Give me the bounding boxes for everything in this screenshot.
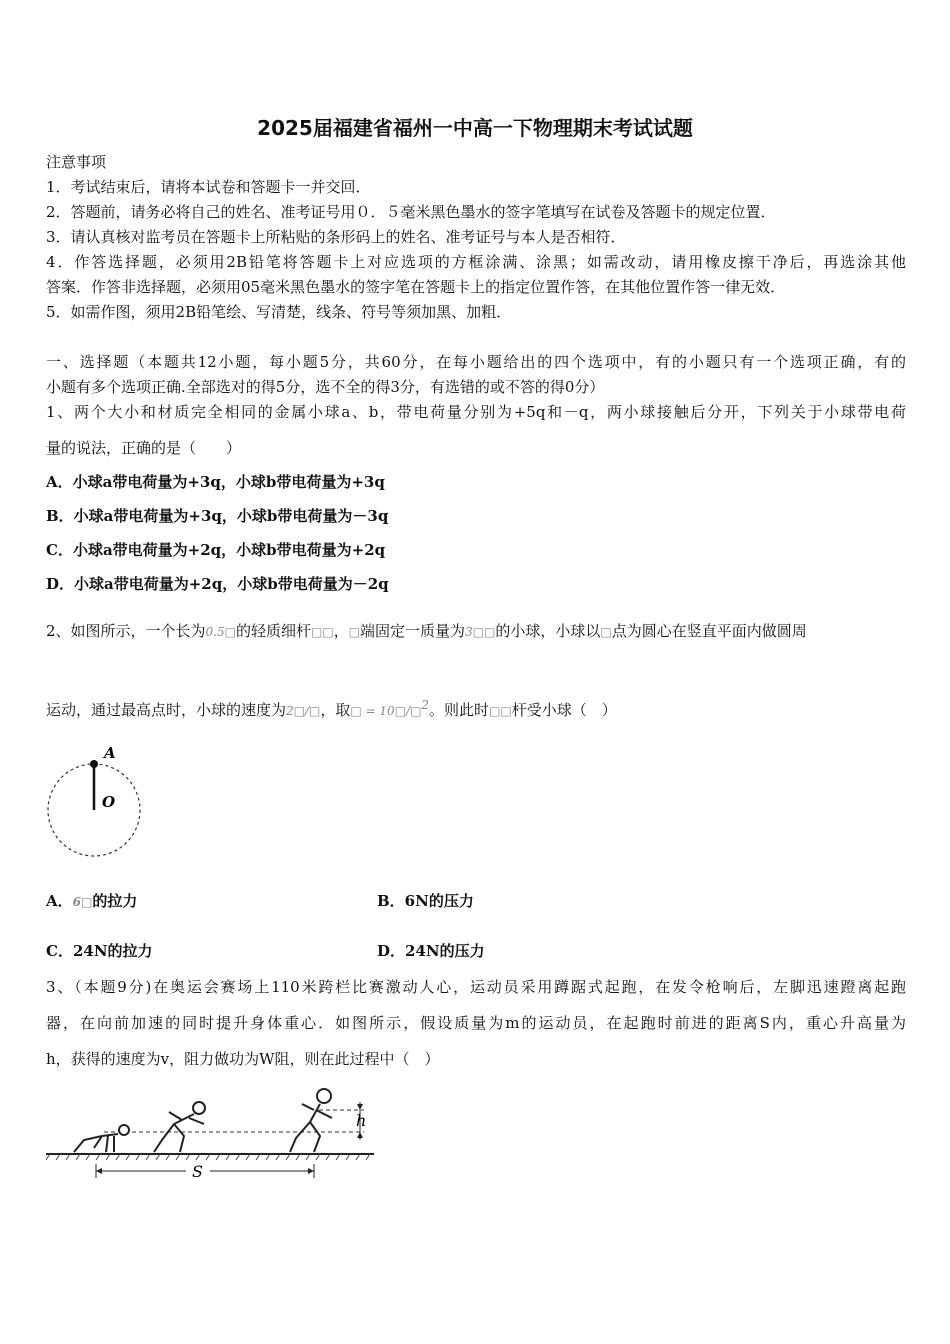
notice-heading: 注意事项 bbox=[46, 153, 107, 171]
question-1-option-b: B．小球a带电荷量为+3q，小球b带电荷量为－3q bbox=[46, 507, 389, 525]
formula-mass: 3 bbox=[465, 625, 473, 639]
question-1-option-c: C．小球a带电荷量为+2q，小球b带电荷量为+2q bbox=[46, 541, 386, 559]
notice-item: 3．请认真核对监考员在答题卡上所粘贴的条形码上的姓名、准考证号与本人是否相符． bbox=[46, 228, 626, 246]
formula-length: 0.5 bbox=[205, 625, 225, 639]
question-3-stem-cont: 器，在向前加速的同时提升身体重心．如图所示，假设质量为m的运动员，在起跑时前进的距离S内，重心升高量为 bbox=[46, 1014, 906, 1032]
section-heading: 一、选择题（本题共12小题，每小题5分，共60分，在每小题给出的四个选项中，有的小题只有一个选项正确，有的 bbox=[46, 353, 906, 371]
question-1-option-d: D．小球a带电荷量为+2q，小球b带电荷量为－2q bbox=[46, 575, 389, 593]
question-2-stem: 2、如图所示，一个长为0.5□的轻质细杆□□，□端固定一质量为3□□的小球，小球以□点为圆心在竖直平面内做圆周 bbox=[46, 622, 807, 640]
label-o: O bbox=[102, 793, 116, 811]
label-h: h bbox=[356, 1111, 367, 1130]
label-s: S bbox=[192, 1162, 203, 1181]
notice-item: 4．作答选择题，必须用2B铅笔将答题卡上对应选项的方框涂满、涂黑；如需改动，请用橡皮擦干净后，再选涂其他 bbox=[46, 253, 906, 271]
ball bbox=[90, 760, 98, 768]
question-1-stem-cont: 量的说法，正确的是（ ） bbox=[46, 439, 242, 457]
notice-item: 1．考试结束后，请将本试卷和答题卡一并交回． bbox=[46, 178, 371, 196]
question-2-option-b: B．6N的压力 bbox=[377, 892, 474, 910]
question-2-option-c: C．24N的拉力 bbox=[46, 942, 153, 960]
question-2-stem-cont: 运动，通过最高点时，小球的速度为2□/□，取□ = 10□/□$^2$。则此时□□杆受小球（ ） bbox=[46, 698, 617, 719]
question-2-option-a: A．6□的拉力 bbox=[46, 892, 138, 910]
formula-gravity: = 10 bbox=[365, 704, 395, 718]
label-a: A bbox=[104, 744, 116, 762]
question-1-option-a: A．小球a带电荷量为+3q，小球b带电荷量为+3q bbox=[46, 473, 385, 491]
page-title: 2025届福建省福州一中高一下物理期末考试试题 bbox=[257, 116, 693, 140]
question-3-stem-end: h，获得的速度为v，阻力做功为W阻，则在此过程中（ ） bbox=[46, 1050, 440, 1068]
formula-velocity: 2 bbox=[286, 704, 294, 718]
section-heading-cont: 小题有多个选项正确.全部选对的得5分，选不全的得3分，有选错的或不答的得0分） bbox=[46, 378, 605, 396]
runner-rising bbox=[154, 1102, 205, 1152]
runner-upright bbox=[290, 1089, 332, 1152]
sprint-start-figure bbox=[44, 1082, 384, 1182]
runner-crouched bbox=[74, 1125, 129, 1152]
circular-motion-figure bbox=[40, 738, 150, 863]
notice-item: 5．如需作图，须用2B铅笔绘、写清楚，线条、符号等须加黑、加粗． bbox=[46, 303, 512, 321]
question-3-stem: 3、（本题9分)在奥运会赛场上110米跨栏比赛激动人心，运动员采用蹲踞式起跑，在发令枪响后，左脚迅速蹬离起跑 bbox=[46, 978, 906, 996]
notice-item: 2．答题前，请务必将自己的姓名、准考证号用０．５毫米黑色墨水的签字笔填写在试卷及答题卡的规定位置． bbox=[46, 203, 776, 221]
question-2-option-d: D．24N的压力 bbox=[377, 942, 485, 960]
question-1-stem: 1、两个大小和材质完全相同的金属小球a、b，带电荷量分别为+5q和－q，两小球接触后分开，下列关于小球带电荷 bbox=[46, 403, 906, 421]
notice-item: 答案．作答非选择题，必须用05毫米黑色墨水的签字笔在答题卡上的指定位置作答，在其他位置作答一律无效． bbox=[46, 278, 786, 296]
